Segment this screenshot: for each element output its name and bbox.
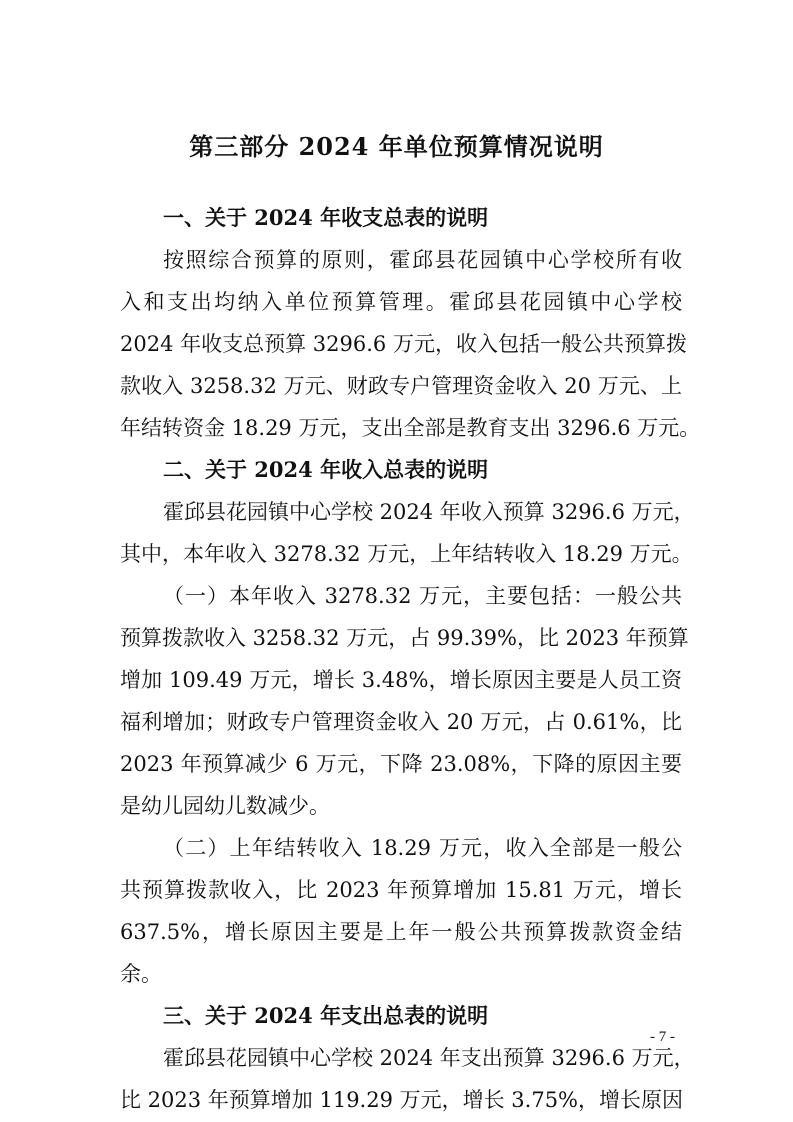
paragraph-line: 2024 年收支总预算 3296.6 万元，收入包括一般公共预算拨	[120, 332, 687, 356]
paragraph-line: 增加 109.49 万元，增长 3.48%，增长原因主要是人员工资	[120, 668, 682, 692]
section-heading-2: 二、关于 2024 年收入总表的说明	[163, 457, 489, 482]
paragraph-line: 福利增加；财政专户管理资金收入 20 万元，占 0.61%，比	[120, 710, 682, 734]
paragraph-line: 霍邱县花园镇中心学校 2024 年支出预算 3296.6 万元，	[163, 1046, 695, 1070]
paragraph-line: 其中，本年收入 3278.32 万元，上年结转收入 18.29 万元。	[120, 542, 693, 566]
paragraph-line: 637.5%，增长原因主要是上年一般公共预算拨款资金结	[120, 920, 682, 944]
paragraph-line: （一）本年收入 3278.32 万元，主要包括：一般公共	[163, 584, 682, 608]
paragraph-line: 入和支出均纳入单位预算管理。霍邱县花园镇中心学校	[120, 290, 682, 314]
paragraph-line: 预算拨款收入 3258.32 万元，占 99.39%，比 2023 年预算	[120, 626, 689, 650]
page-title: 第三部分 2024 年单位预算情况说明	[189, 132, 604, 161]
paragraph-line: 年结转资金 18.29 万元，支出全部是教育支出 3296.6 万元。	[120, 416, 701, 440]
page-number: - 7 -	[650, 1029, 675, 1045]
paragraph-line: 比 2023 年预算增加 119.29 万元，增长 3.75%，增长原因	[120, 1088, 684, 1112]
paragraph-line: 余。	[120, 962, 162, 986]
section-heading-1: 一、关于 2024 年收支总表的说明	[163, 205, 489, 230]
paragraph-line: 是幼儿园幼儿数减少。	[120, 794, 330, 818]
section-heading-3: 三、关于 2024 年支出总表的说明	[163, 1003, 489, 1028]
paragraph-line: 共预算拨款收入，比 2023 年预算增加 15.81 万元，增长	[120, 878, 682, 902]
paragraph-line: （二）上年结转收入 18.29 万元，收入全部是一般公	[163, 836, 682, 860]
paragraph-line: 按照综合预算的原则，霍邱县花园镇中心学校所有收	[163, 248, 682, 272]
paragraph-line: 2023 年预算减少 6 万元，下降 23.08%，下降的原因主要	[120, 752, 682, 776]
paragraph-line: 霍邱县花园镇中心学校 2024 年收入预算 3296.6 万元，	[163, 500, 695, 524]
paragraph-line: 款收入 3258.32 万元、财政专户管理资金收入 20 万元、上	[120, 374, 682, 398]
